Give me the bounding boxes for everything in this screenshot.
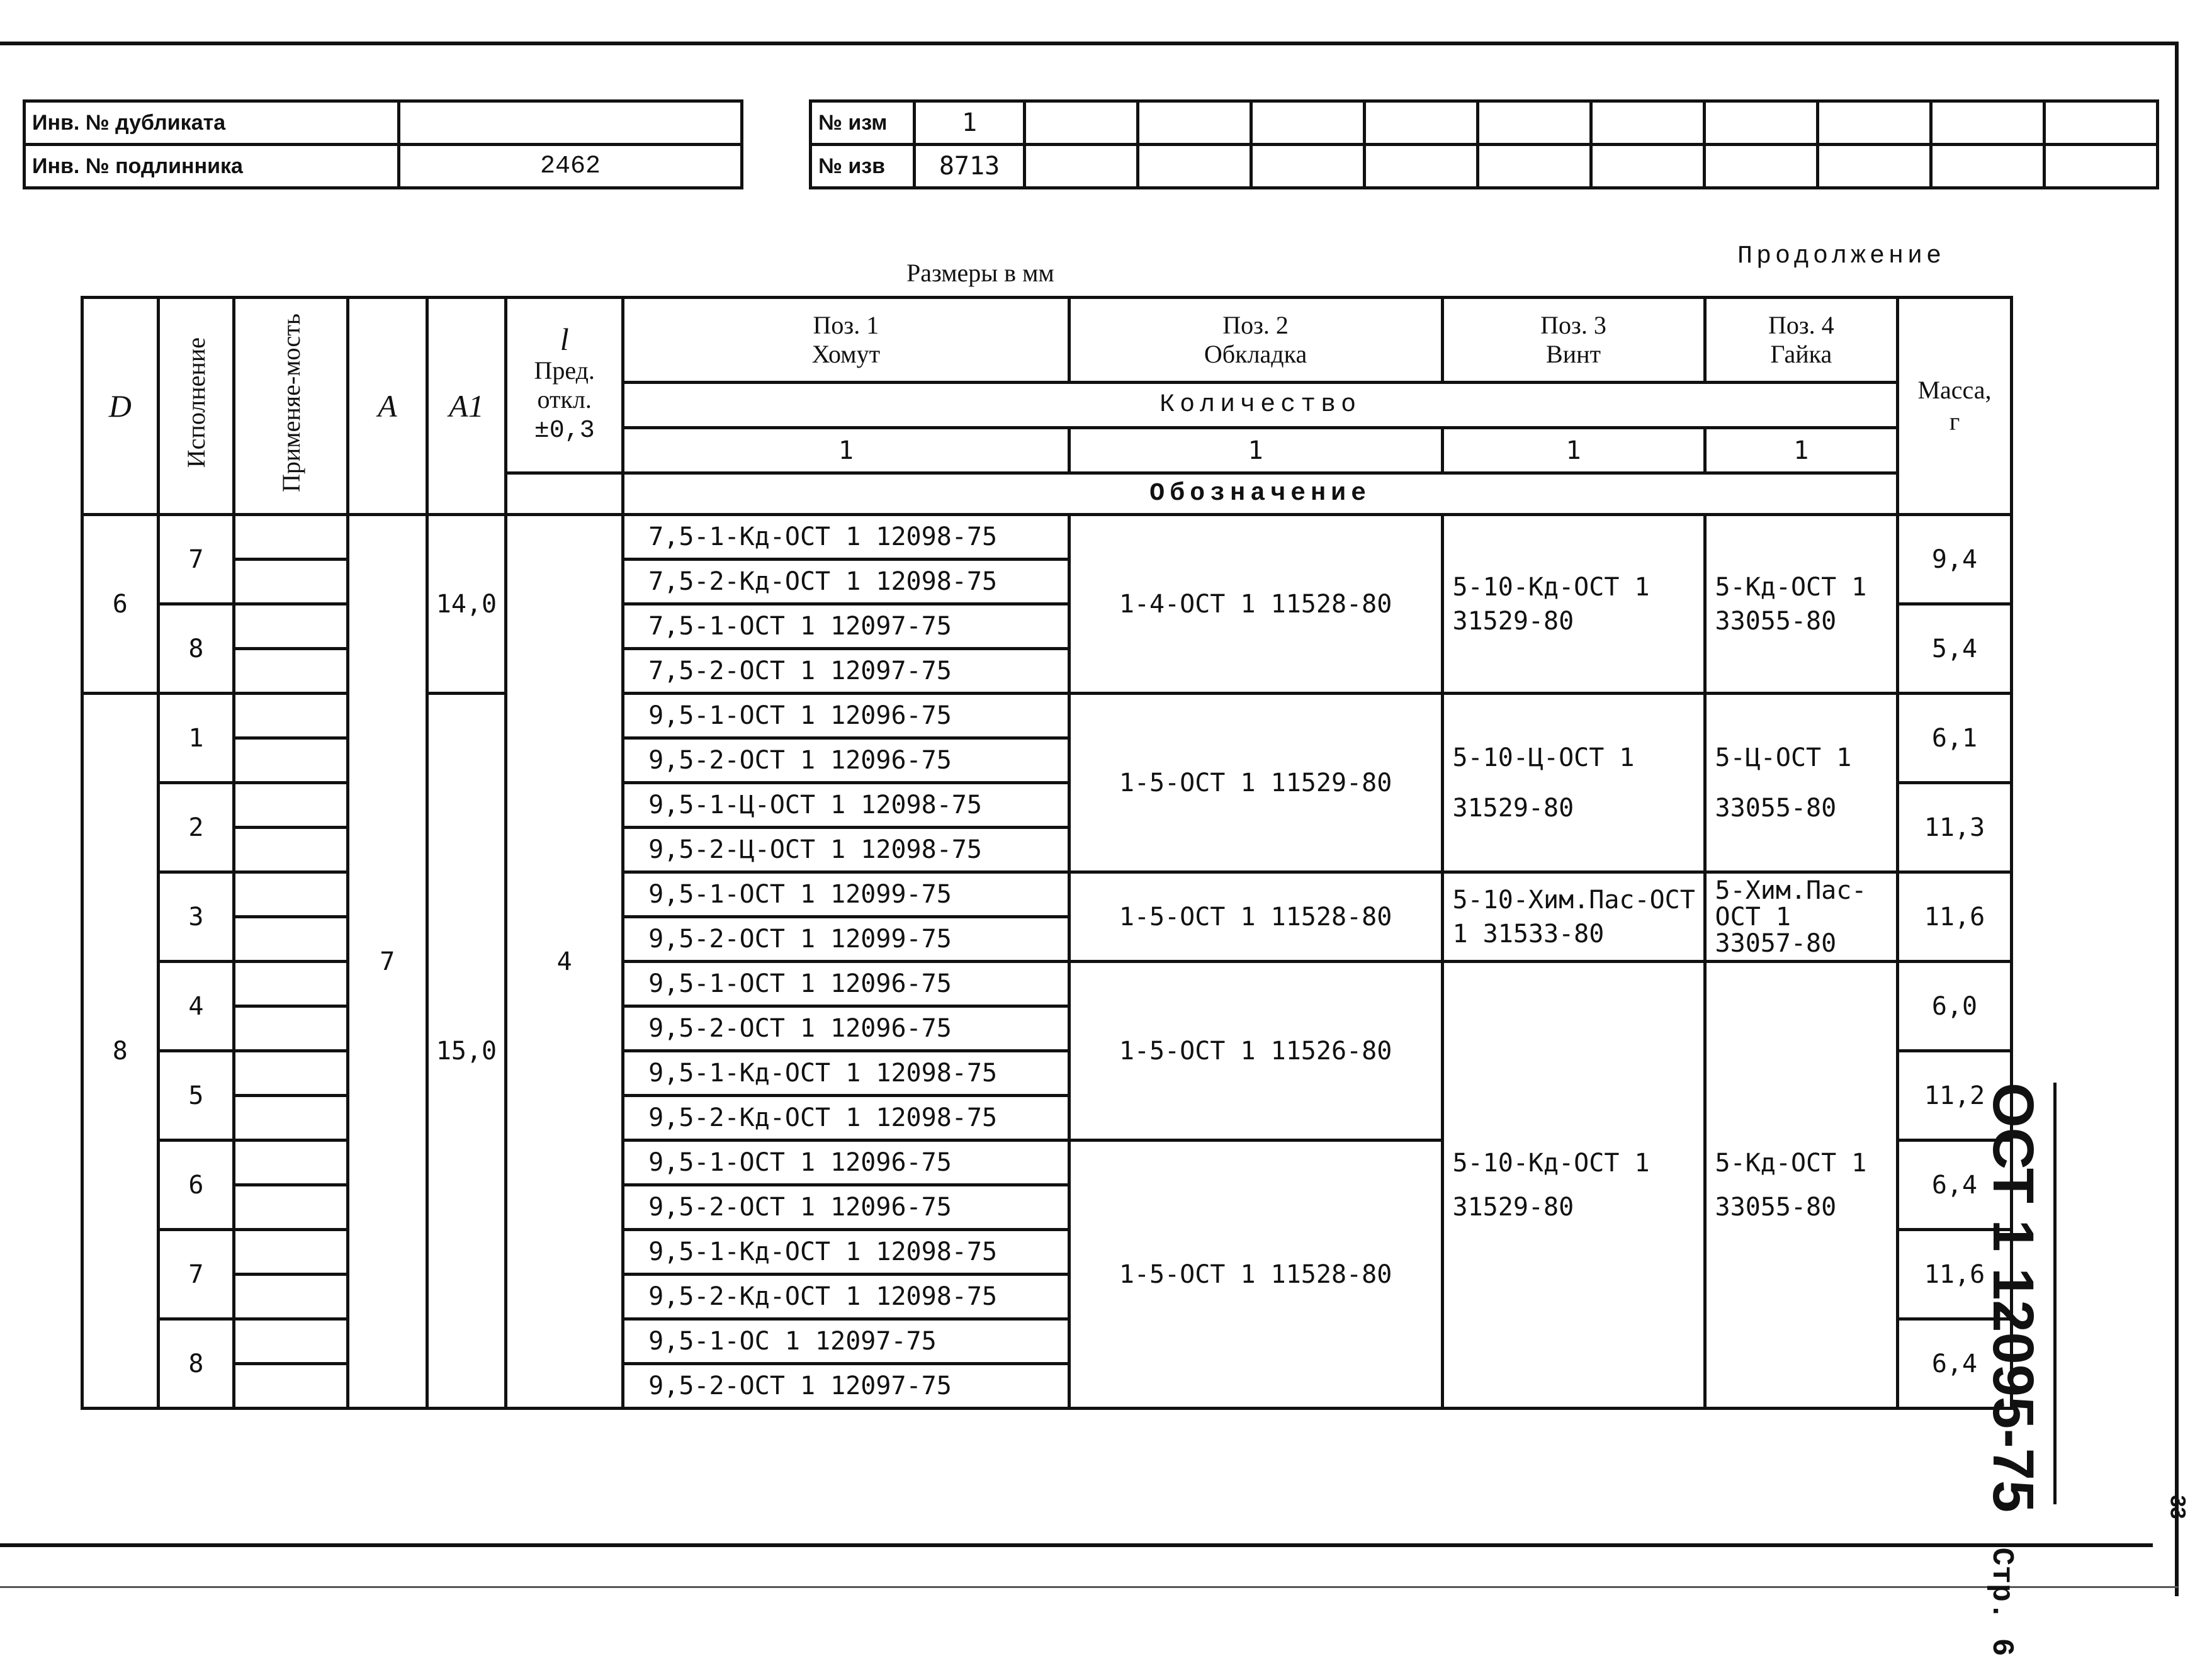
applicability-cell: [234, 604, 348, 649]
applicability-cell: [234, 560, 348, 604]
standard-code: [1980, 1083, 2046, 1656]
khomut-cell: 9,5-1-ОСТ 1 12096-75: [623, 1141, 1069, 1185]
execution-cell: 8: [158, 604, 234, 694]
header-pos3: Поз. 3 Винт: [1442, 298, 1705, 383]
applicability-cell: [234, 828, 348, 872]
mass-cell: 11,2: [1898, 1051, 2012, 1141]
applicability-cell: [234, 917, 348, 962]
mass-cell: 9,4: [1898, 515, 2012, 604]
mass-cell: 5,4: [1898, 604, 2012, 694]
applicability-cell: [234, 783, 348, 828]
applicability-cell: [234, 1141, 348, 1185]
mass-cell: 6,4: [1898, 1141, 2012, 1230]
execution-cell: 7: [158, 1230, 234, 1319]
vint-cell: 5-10-Кд-ОСТ 1 31529-80: [1442, 515, 1705, 694]
duplicate-inventory-label: Инв. № дубликата: [25, 101, 399, 145]
obkladka-cell: 1-5-ОСТ 1 11528-80: [1069, 1141, 1442, 1409]
frame-right-border: [2175, 42, 2179, 1596]
applicability-cell: [234, 1319, 348, 1364]
header-execution: Исполнение: [158, 298, 234, 515]
execution-cell: 5: [158, 1051, 234, 1141]
frame-bottom-border: [0, 1543, 2153, 1547]
khomut-cell: 9,5-1-Кд-ОСТ 1 12098-75: [623, 1230, 1069, 1275]
header-mass: Масса, г: [1898, 298, 2012, 515]
execution-cell: 1: [158, 694, 234, 783]
sheet-number: 33: [2165, 1495, 2190, 1519]
mass-cell: 11,6: [1898, 872, 2012, 962]
header-pos1: Поз. 1 Хомут: [623, 298, 1069, 383]
execution-cell: 6: [158, 1141, 234, 1230]
mass-cell: 11,6: [1898, 1230, 2012, 1319]
vint-cell: 5-10-Хим.Пас-ОСТ 1 31533-80: [1442, 872, 1705, 962]
continuation-caption: Продолжение: [1737, 242, 1946, 271]
mass-cell: 6,0: [1898, 962, 2012, 1051]
duplicate-inventory-value: [399, 101, 742, 145]
khomut-cell: 9,5-2-ОСТ 1 12096-75: [623, 1185, 1069, 1230]
notice-number-label: № изв: [811, 145, 915, 188]
gaika-cell: 5-Хим.Пас-ОСТ 1 33057-80: [1705, 872, 1898, 962]
execution-cell: 2: [158, 783, 234, 872]
header-pos4: Поз. 4 Гайка: [1705, 298, 1898, 383]
header-a1: A1: [427, 298, 506, 515]
applicability-cell: [234, 1096, 348, 1141]
execution-cell: 7: [158, 515, 234, 604]
khomut-cell: 9,5-2-ОСТ 1 12096-75: [623, 1006, 1069, 1051]
obkladka-cell: 1-4-ОСТ 1 11528-80: [1069, 515, 1442, 694]
execution-cell: 4: [158, 962, 234, 1051]
qty-pos3: 1: [1442, 428, 1705, 473]
applicability-cell: [234, 1364, 348, 1409]
execution-cell: 8: [158, 1319, 234, 1409]
applicability-cell: [234, 1185, 348, 1230]
standard-code-rule: [2053, 1083, 2057, 1504]
applicability-cell: [234, 1230, 348, 1275]
header-quantity: Количество: [623, 383, 1898, 428]
header-a: A: [348, 298, 427, 515]
applicability-cell: [234, 962, 348, 1006]
page-number: Стр. 6: [1984, 1547, 2018, 1656]
qty-pos2: 1: [1069, 428, 1442, 473]
notice-number-value: 8713: [915, 145, 1025, 188]
applicability-cell: [234, 1051, 348, 1096]
applicability-cell: [234, 872, 348, 917]
inventory-stamp: [23, 99, 743, 189]
applicability-cell: [234, 738, 348, 783]
qty-pos1: 1: [623, 428, 1069, 473]
qty-pos4: 1: [1705, 428, 1898, 473]
obkladka-cell: 1-5-ОСТ 1 11526-80: [1069, 962, 1442, 1141]
mass-cell: 6,1: [1898, 694, 2012, 783]
obkladka-cell: 1-5-ОСТ 1 11529-80: [1069, 694, 1442, 872]
khomut-cell: 9,5-1-ОСТ 1 12096-75: [623, 694, 1069, 738]
a-value: 7: [348, 515, 427, 1409]
mass-cell: 6,4: [1898, 1319, 2012, 1409]
original-inventory-label: Инв. № подлинника: [25, 145, 399, 188]
applicability-cell: [234, 694, 348, 738]
header-l: l Пред. откл. ±0,3: [506, 298, 623, 473]
khomut-cell: 7,5-1-Кд-ОСТ 1 12098-75: [623, 515, 1069, 560]
change-stamp: [809, 99, 2159, 189]
khomut-cell: 9,5-2-ОСТ 1 12097-75: [623, 1364, 1069, 1409]
applicability-cell: [234, 649, 348, 694]
khomut-cell: 7,5-2-ОСТ 1 12097-75: [623, 649, 1069, 694]
obkladka-cell: 1-5-ОСТ 1 11528-80: [1069, 872, 1442, 962]
execution-cell: 3: [158, 872, 234, 962]
header-designation: Обозначение: [623, 473, 1898, 515]
khomut-cell: 9,5-2-ОСТ 1 12099-75: [623, 917, 1069, 962]
khomut-cell: 7,5-2-Кд-ОСТ 1 12098-75: [623, 560, 1069, 604]
original-inventory-value: 2462: [399, 145, 742, 188]
vint-cell: 5-10-Ц-ОСТ 1 31529-80: [1442, 694, 1705, 872]
change-number-value: 1: [915, 101, 1025, 145]
gaika-cell: 5-Кд-ОСТ 1 33055-80: [1705, 962, 1898, 1409]
mass-cell: 11,3: [1898, 783, 2012, 872]
parts-table: [81, 296, 2013, 1410]
applicability-cell: [234, 1006, 348, 1051]
units-caption: Размеры в мм: [906, 259, 1054, 287]
khomut-cell: 9,5-1-ОС 1 12097-75: [623, 1319, 1069, 1364]
sheet-edge: [0, 1586, 2178, 1588]
a1-value-15: 15,0: [427, 694, 506, 1409]
khomut-cell: 9,5-1-Ц-ОСТ 1 12098-75: [623, 783, 1069, 828]
khomut-cell: 9,5-1-Кд-ОСТ 1 12098-75: [623, 1051, 1069, 1096]
frame-top-border: [0, 42, 2178, 45]
khomut-cell: 9,5-1-ОСТ 1 12099-75: [623, 872, 1069, 917]
a1-value-14: 14,0: [427, 515, 506, 694]
header-pos2: Поз. 2 Обкладка: [1069, 298, 1442, 383]
gaika-cell: 5-Ц-ОСТ 1 33055-80: [1705, 694, 1898, 872]
header-applicability: Применяе-мость: [234, 298, 348, 515]
khomut-cell: 9,5-2-ОСТ 1 12096-75: [623, 738, 1069, 783]
standard-code-text: ОСТ 1 12095-75: [1981, 1083, 2045, 1512]
khomut-cell: 9,5-1-ОСТ 1 12096-75: [623, 962, 1069, 1006]
khomut-cell: 9,5-2-Ц-ОСТ 1 12098-75: [623, 828, 1069, 872]
d-value-8: 8: [82, 694, 159, 1409]
khomut-cell: 9,5-2-Кд-ОСТ 1 12098-75: [623, 1275, 1069, 1319]
d-value-6: 6: [82, 515, 159, 694]
applicability-cell: [234, 1275, 348, 1319]
applicability-cell: [234, 515, 348, 560]
gaika-cell: 5-Кд-ОСТ 1 33055-80: [1705, 515, 1898, 694]
khomut-cell: 9,5-2-Кд-ОСТ 1 12098-75: [623, 1096, 1069, 1141]
khomut-cell: 7,5-1-ОСТ 1 12097-75: [623, 604, 1069, 649]
vint-cell: 5-10-Кд-ОСТ 1 31529-80: [1442, 962, 1705, 1409]
header-d: D: [82, 298, 159, 515]
l-value: 4: [506, 515, 623, 1409]
change-number-label: № изм: [811, 101, 915, 145]
